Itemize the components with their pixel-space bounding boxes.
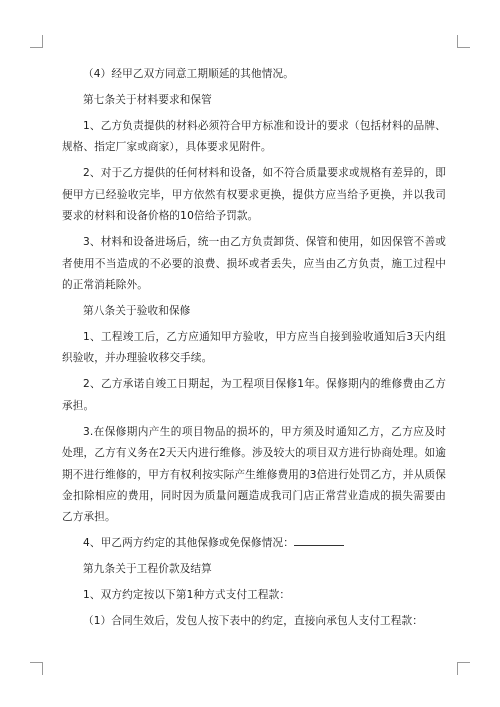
section-heading-article-9: 第九条关于工程价款及结算 — [83, 563, 212, 576]
document-body — [62, 64, 446, 637]
paragraph-other-warranty — [62, 533, 446, 554]
section-heading-article-8: 第八条关于验收和保修 — [83, 305, 191, 318]
section-heading-article-7: 第七条关于材料要求和保管 — [83, 94, 212, 106]
paragraph-material-replacement: 2、对于乙方提供的任何材料和设备，如不符合质量要求或规格有差异的，即便甲方已经验收完毕，甲方依然有权要求更换，提供方应当给予更换，并以我司要求的材料和设备价格的10倍给予罚款。 — [62, 167, 446, 223]
paragraph-payment-method: 1、双方约定按以下第1种方式支付工程款： — [83, 589, 291, 602]
paragraph-payment-option-1: （1）合同生效后，发包人按下表中的约定，直接向承包人支付工程款： — [83, 615, 423, 628]
paragraph-warranty-period: 2、乙方承诺自竣工日期起，为工程项目保修1年。保修期内的维修费由乙方承担。 — [62, 378, 446, 412]
crop-mark-bottom-left — [30, 662, 43, 675]
fill-in-blank — [294, 533, 344, 546]
paragraph-other-warranty-text: 4、甲乙两方约定的其他保修或免保修情况： — [83, 537, 295, 550]
paragraph-acceptance: 1、工程竣工后，乙方应通知甲方验收，甲方应当自接到验收通知后3天内组织验收，并办理验收移交手续。 — [62, 331, 446, 365]
crop-mark-top-left — [30, 35, 43, 48]
paragraph-material-storage: 3、材料和设备进场后，统一由乙方负责卸货、保管和使用，如因保管不善或者使用不当造成的不必要的浪费、损坏或者丢失，应当由乙方负责，施工过程中的正常消耗除外。 — [62, 236, 446, 292]
paragraph-warranty-repair: 3.在保修期内产生的项目物品的损坏的，甲方须及时通知乙方，乙方应及时处理，乙方有义务在2天天内进行维修。涉及较大的项目双方进行协商处理。如逾期不进行维修的，甲方有权利按实际产生维修费用的3倍进行处罚乙方，并从质保金扣除相应的费用，同时因为质量问题造成我司门店正常营业造成的损失需要由乙方承担。 — [62, 425, 446, 524]
crop-mark-top-right — [457, 35, 470, 48]
paragraph-delay-other-cases: （4）经甲乙双方同意工期顺延的其他情况。 — [83, 68, 295, 80]
paragraph-material-standards: 1、乙方负责提供的材料必须符合甲方标准和设计的要求（包括材料的品牌、规格、指定厂家或商家），具体要求见附件。 — [62, 120, 446, 154]
crop-mark-bottom-right — [457, 662, 470, 675]
